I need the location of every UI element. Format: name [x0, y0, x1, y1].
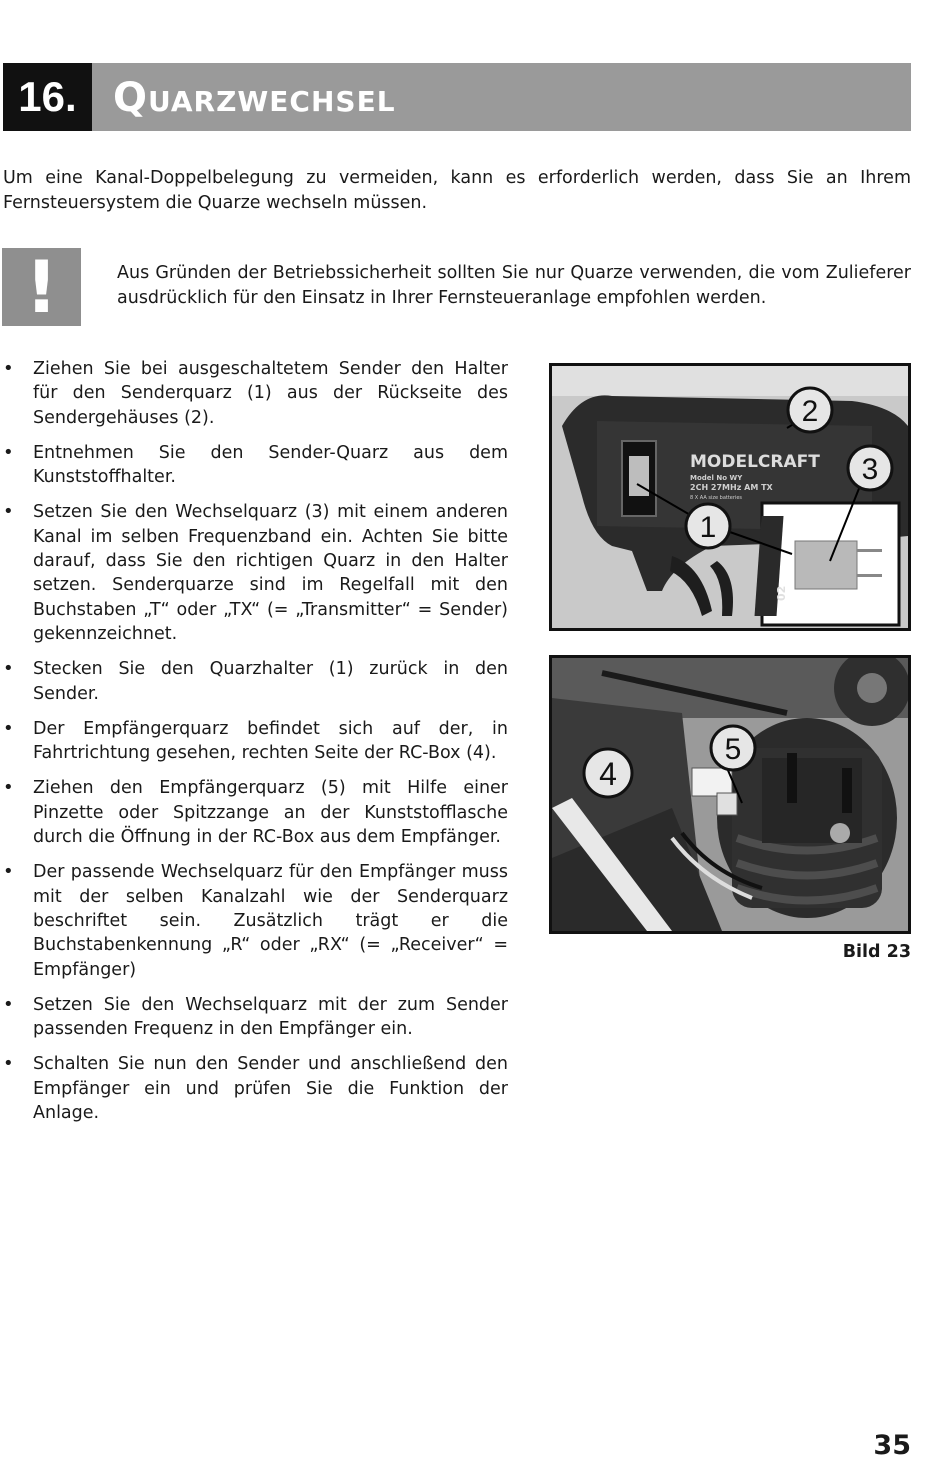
callout-2	[788, 388, 832, 432]
receiver-illustration	[552, 658, 908, 931]
list-item: • Setzen Sie den Wechselquarz (3) mit einem anderen Kanal im selben Frequenzband ein. Achten Sie bitte darauf, dass Sie den richtigen Quarz in den Halter setzen. Senderquarze sind im Regelfall mit den Buchstaben „T“ oder „TX“ (= „Transmitter“ = Sender) gekennzeichnet.	[0, 500, 508, 646]
svg-text:2: 2	[801, 395, 819, 428]
section-title: Quarzwechsel	[113, 75, 396, 121]
callout-4	[584, 749, 632, 797]
svg-text:1: 1	[699, 511, 717, 544]
intro-paragraph: Um eine Kanal-Doppelbelegung zu vermeiden, kann es erforderlich werden, dass Sie an Ihrem Fernsteuersystem die Quarze wechseln müssen.	[3, 168, 911, 213]
transmitter-illustration	[552, 366, 908, 628]
instruction-list	[0, 357, 508, 1136]
transmitter-photo	[549, 363, 911, 631]
callout-1	[686, 504, 730, 548]
crystal-label: 02	[775, 585, 788, 601]
section-number: 16.	[3, 63, 92, 131]
svg-text:5: 5	[724, 733, 742, 766]
list-item: • Setzen Sie den Wechselquarz mit der zum Sender passenden Frequenz in den Empfänger ein.	[0, 993, 508, 1042]
list-item: • Ziehen den Empfängerquarz (5) mit Hilfe einer Pinzette oder Spitzzange an der Kunststofflasche durch die Öffnung in der RC-Box aus dem Empfänger.	[0, 776, 508, 849]
list-item: • Schalten Sie nun den Sender und anschließend den Empfänger ein und prüfen Sie die Funktion der Anlage.	[0, 1052, 508, 1125]
list-item: • Ziehen Sie bei ausgeschaltetem Sender den Halter für den Senderquarz (1) aus der Rückseite des Sendergehäuses (2).	[0, 357, 508, 430]
svg-text:3: 3	[861, 453, 879, 486]
page-number: 35	[873, 1430, 911, 1461]
receiver-photo	[549, 655, 911, 934]
warning-text: Aus Gründen der Betriebssicherheit sollten Sie nur Quarze verwenden, die vom Zulieferer ausdrücklich für den Einsatz in Ihrer Fernsteueranlage empfohlen werden.	[117, 263, 911, 308]
list-item: • Der passende Wechselquarz für den Empfänger muss mit der selben Kanalzahl wie der Senderquarz beschriftet sein. Zusätzlich trägt er die Buchstabenkennung „R“ oder „RX“ (= „Receiver“ = Empfänger)	[0, 860, 508, 981]
model-label: Model No WY	[690, 474, 743, 482]
warning-icon: !	[2, 248, 81, 326]
list-item: • Der Empfängerquarz befindet sich auf der, in Fahrtrichtung gesehen, rechten Seite der RC-Box (4).	[0, 717, 508, 766]
callout-5	[711, 726, 755, 770]
list-item: • Stecken Sie den Quarzhalter (1) zurück in den Sender.	[0, 657, 508, 706]
figure-caption: Bild 23	[842, 942, 911, 962]
section-header	[3, 63, 911, 131]
battery-label: 8 X AA size batteries	[690, 495, 742, 501]
brand-label: MODELCRAFT	[690, 452, 820, 472]
callout-3	[848, 446, 892, 490]
frequency-label: 2CH 27MHz AM TX	[690, 483, 773, 492]
svg-text:4: 4	[599, 756, 617, 792]
list-item: • Entnehmen Sie den Sender-Quarz aus dem Kunststoffhalter.	[0, 441, 508, 490]
